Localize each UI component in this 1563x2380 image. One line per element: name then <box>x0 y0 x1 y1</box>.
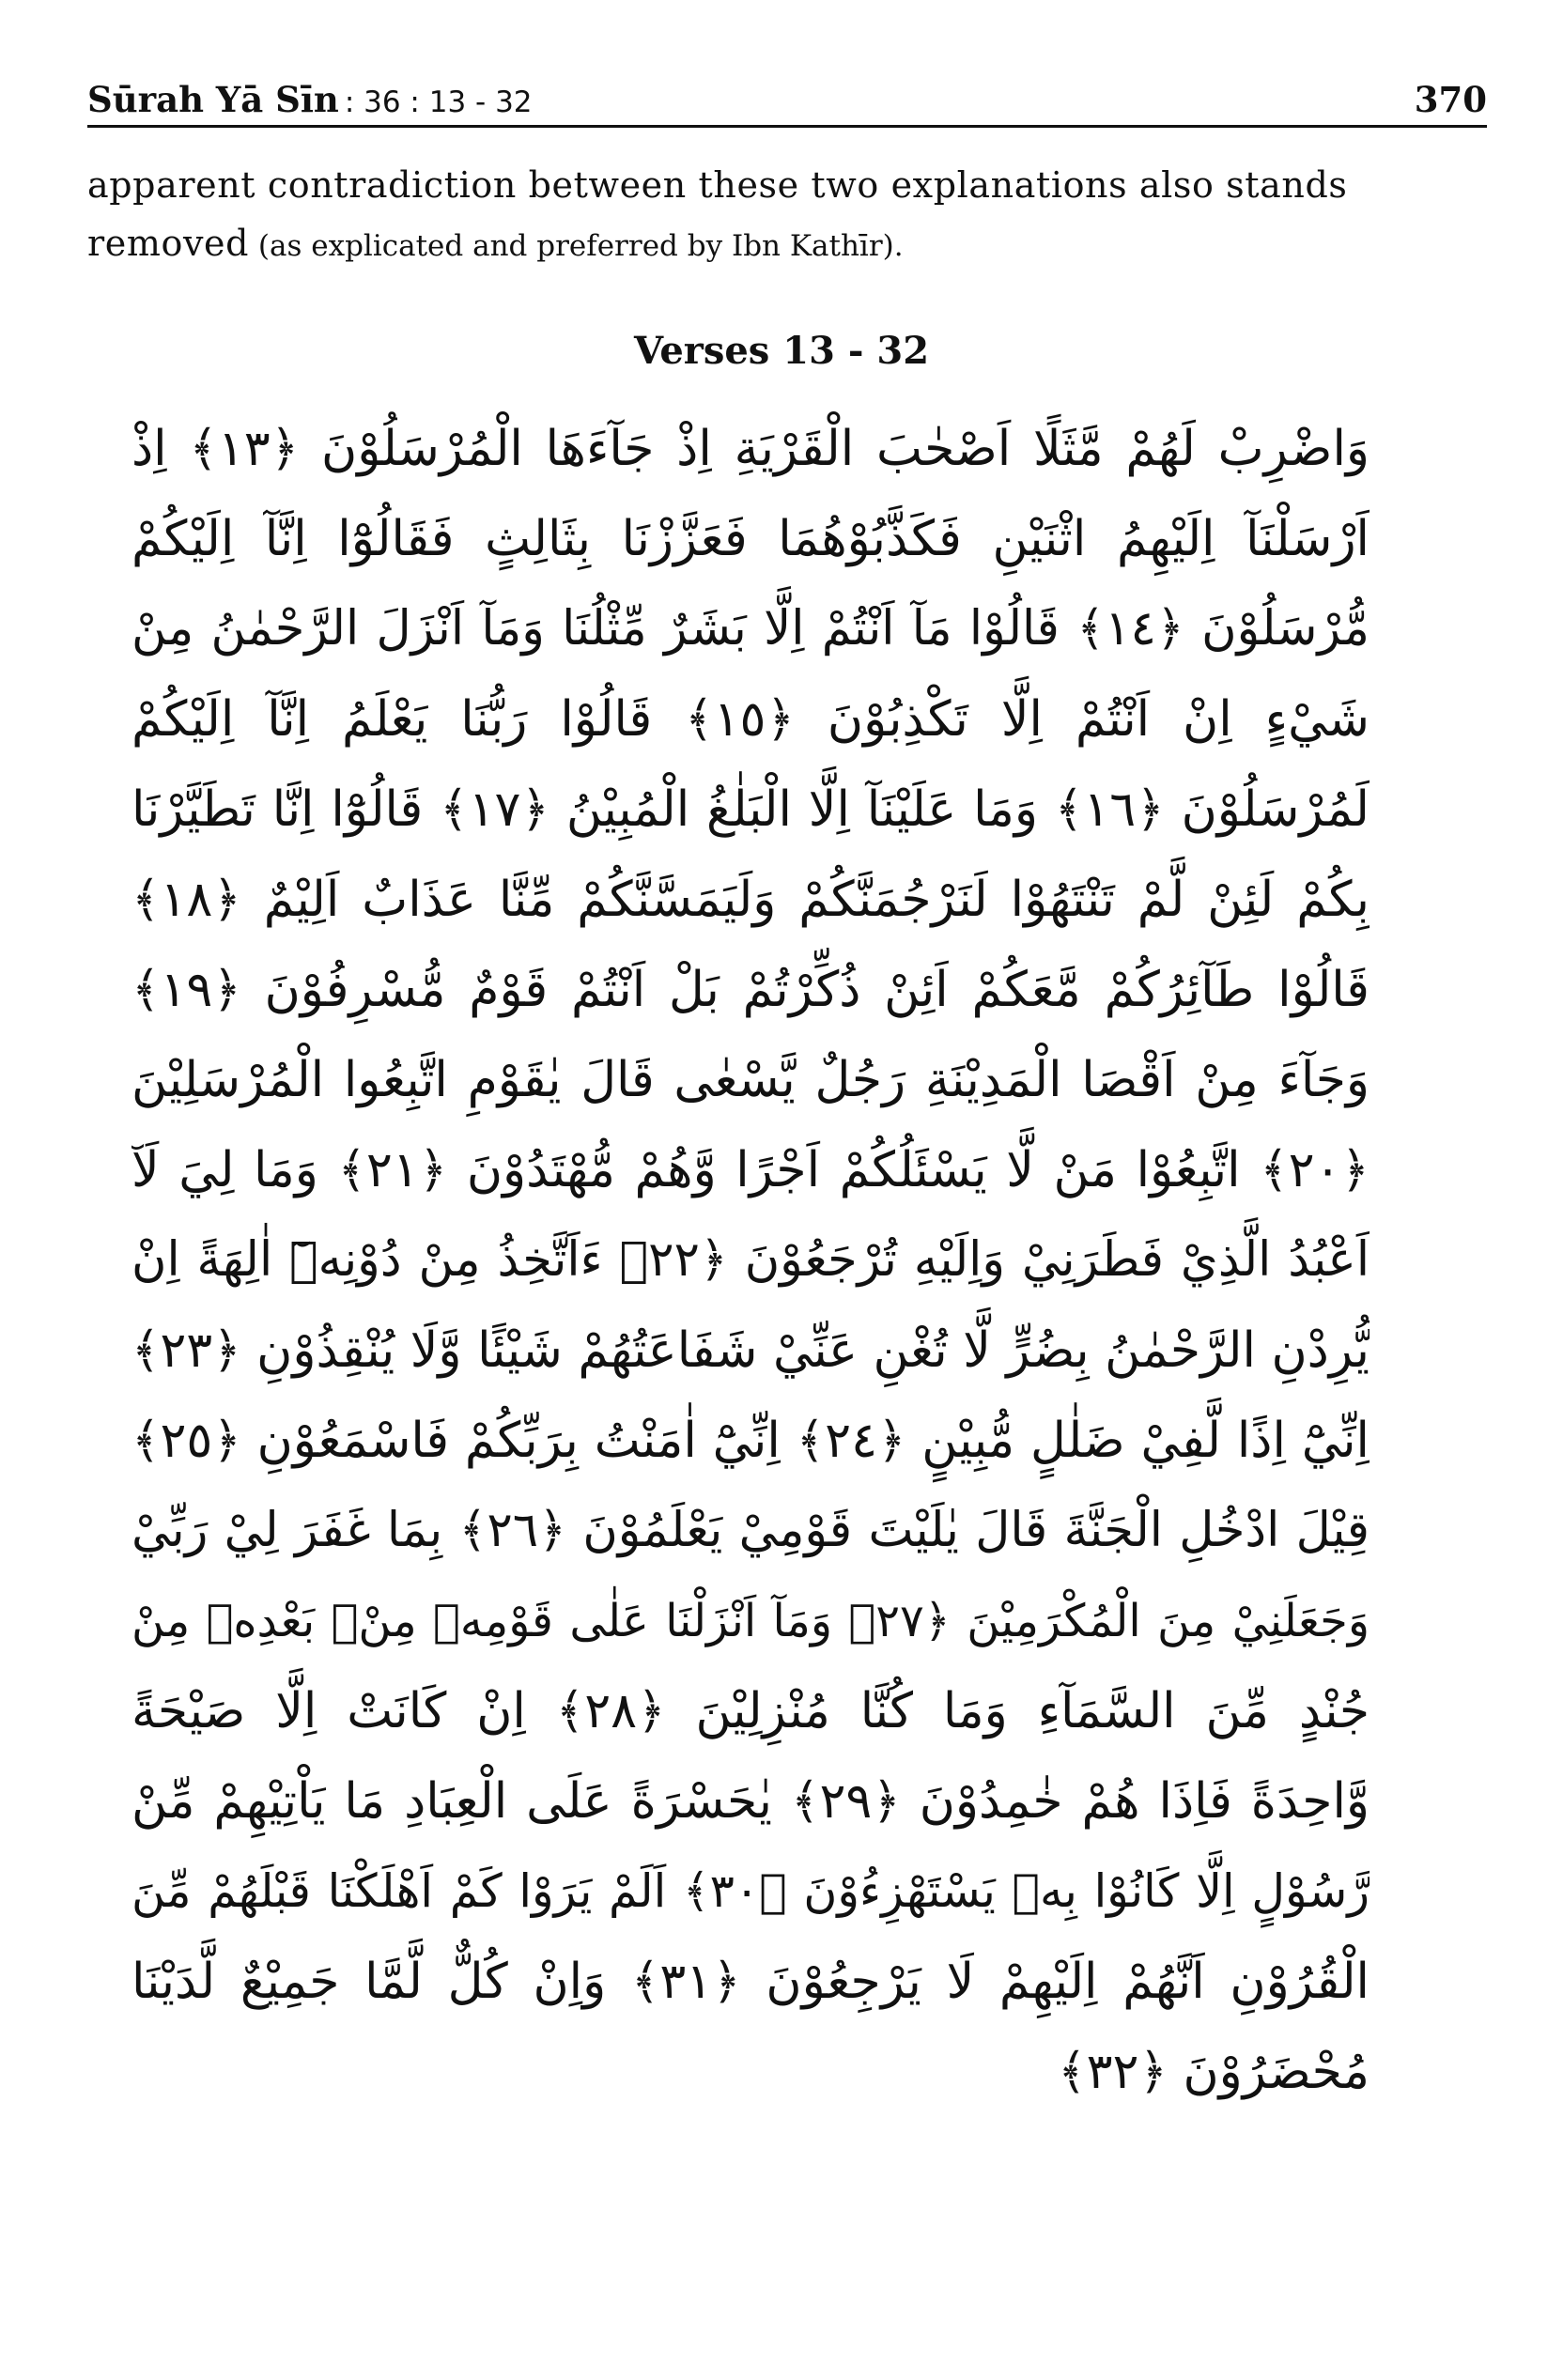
running-header <box>87 54 1487 120</box>
verse-line: وَّاحِدَةً فَاِذَا هُمْ خٰمِدُوْنَ ﴿٢٩﴾ يٰحَسْرَةً عَلَى الْعِبَادِ مَا يَاْتِيْهِمْ مِّنْ <box>132 1773 1370 1830</box>
intro-text: removed <box>87 223 250 264</box>
intro-line: apparent contradiction between these two explanations also stands <box>87 164 1348 206</box>
verse-line: قِيْلَ ادْخُلِ الْجَنَّةَ قَالَ يٰلَيْتَ قَوْمِيْ يَعْلَمُوْنَ ﴿٢٦﴾ بِمَا غَفَرَ لِيْ رَبِّيْ <box>132 1503 1370 1558</box>
intro-note: (as explicated and preferred by Ibn Kathīr). <box>249 229 904 263</box>
verse-line: رَّسُوْلٍ اِلَّا كَانُوْا بِهٖ يَسْتَهْزِءُوْنَ ﴿٣٠﴾ اَلَمْ يَرَوْا كَمْ اَهْلَكْنَا قَبْلَهُمْ مِّنَ <box>132 1864 1370 1918</box>
verse-line: يُّرِدْنِ الرَّحْمٰنُ بِضُرٍّ لَّا تُغْنِ عَنِّيْ شَفَاعَتُهُمْ شَيْئًا وَّلَا يُنْقِذُوْنِ ﴿٢٣﴾ <box>132 1322 1370 1379</box>
verse-line: اَرْسَلْنَآ اِلَيْهِمُ اثْنَيْنِ فَكَذَّبُوْهُمَا فَعَزَّزْنَا بِثَالِثٍ فَقَالُوْٓا اِنَّآ اِلَيْكُمْ <box>132 511 1370 567</box>
verse-line: ﴿٢٠﴾ اتَّبِعُوْا مَنْ لَّا يَسْئَلُكُمْ اَجْرًا وَّهُمْ مُّهْتَدُوْنَ ﴿٢١﴾ وَمَا لِيَ لَآ <box>132 1142 1370 1198</box>
surah-name: Sūrah Yā Sīn <box>87 79 339 120</box>
verse-line: جُنْدٍ مِّنَ السَّمَآءِ وَمَا كُنَّا مُنْزِلِيْنَ ﴿٢٨﴾ اِنْ كَانَتْ اِلَّا صَيْحَةً <box>132 1683 1370 1739</box>
verse-line: وَجَآءَ مِنْ اَقْصَا الْمَدِيْنَةِ رَجُلٌ يَّسْعٰى قَالَ يٰقَوْمِ اتَّبِعُوا الْمُرْسَلِيْنَ <box>132 1052 1370 1108</box>
verse-line: وَجَعَلَنِيْ مِنَ الْمُكْرَمِيْنَ ﴿٢٧﴾ وَمَآ اَنْزَلْنَا عَلٰى قَوْمِهٖ مِنْۢ بَعْدِهٖ مِنْ <box>132 1595 1370 1647</box>
intro-paragraph <box>87 156 1487 275</box>
verse-line: الْقُرُوْنِ اَنَّهُمْ اِلَيْهِمْ لَا يَرْجِعُوْنَ ﴿٣١﴾ وَاِنْ كُلٌّ لَّمَّا جَمِيْعٌ لَّدَيْنَا <box>132 1954 1370 2010</box>
verse-reference: : 36 : 13 - 32 <box>344 85 533 119</box>
verse-line: بِكُمْ لَئِنْ لَّمْ تَنْتَهُوْا لَنَرْجُمَنَّكُمْ وَلَيَمَسَّنَّكُمْ مِّنَّا عَذَابٌ اَلِيْمٌ ﴿١٨﴾ <box>132 872 1370 928</box>
verse-line: مُحْضَرُوْنَ ﴿٣٢﴾ <box>1058 2044 1370 2100</box>
verse-line: شَيْءٍ اِنْ اَنْتُمْ اِلَّا تَكْذِبُوْنَ ﴿١٥﴾ قَالُوْا رَبُّنَا يَعْلَمُ اِنَّآ اِلَيْكُمْ <box>132 691 1370 748</box>
verse-line: اَعْبُدُ الَّذِيْ فَطَرَنِيْ وَاِلَيْهِ تُرْجَعُوْنَ ﴿٢٢﴾ ءَاَتَّخِذُ مِنْ دُوْنِهٖٓ اٰلِهَةً اِنْ <box>132 1232 1370 1288</box>
intro-line <box>87 214 1487 275</box>
verse-line: مُّرْسَلُوْنَ ﴿١٤﴾ قَالُوْا مَآ اَنْتُمْ اِلَّا بَشَرٌ مِّثْلُنَا وَمَآ اَنْزَلَ الرَّحْمٰنُ مِنْ <box>132 601 1370 657</box>
verse-line: لَمُرْسَلُوْنَ ﴿١٦﴾ وَمَا عَلَيْنَآ اِلَّا الْبَلٰغُ الْمُبِيْنُ ﴿١٧﴾ قَالُوْٓا اِنَّا تَطَيَّرْنَا <box>132 781 1370 838</box>
arabic-verses <box>132 404 1370 2117</box>
section-heading: Verses 13 - 32 <box>633 329 930 373</box>
verse-line: اِنِّيْٓ اِذًا لَّفِيْ ضَلٰلٍ مُّبِيْنٍ ﴿٢٤﴾ اِنِّيْٓ اٰمَنْتُ بِرَبِّكُمْ فَاسْمَعُوْنِ ﴿٢٥﴾ <box>132 1413 1370 1469</box>
verse-line: قَالُوْا طَآئِرُكُمْ مَّعَكُمْ اَئِنْ ذُكِّرْتُمْ بَلْ اَنْتُمْ قَوْمٌ مُّسْرِفُوْنَ ﴿١٩﴾ <box>132 962 1370 1018</box>
page-number: 370 <box>1414 79 1487 120</box>
verse-line: وَاضْرِبْ لَهُمْ مَّثَلًا اَصْحٰبَ الْقَرْيَةِ اِذْ جَآءَهَا الْمُرْسَلُوْنَ ﴿١٣﴾ اِذْ <box>132 421 1370 477</box>
header-left <box>87 79 533 120</box>
header-divider <box>87 125 1487 128</box>
